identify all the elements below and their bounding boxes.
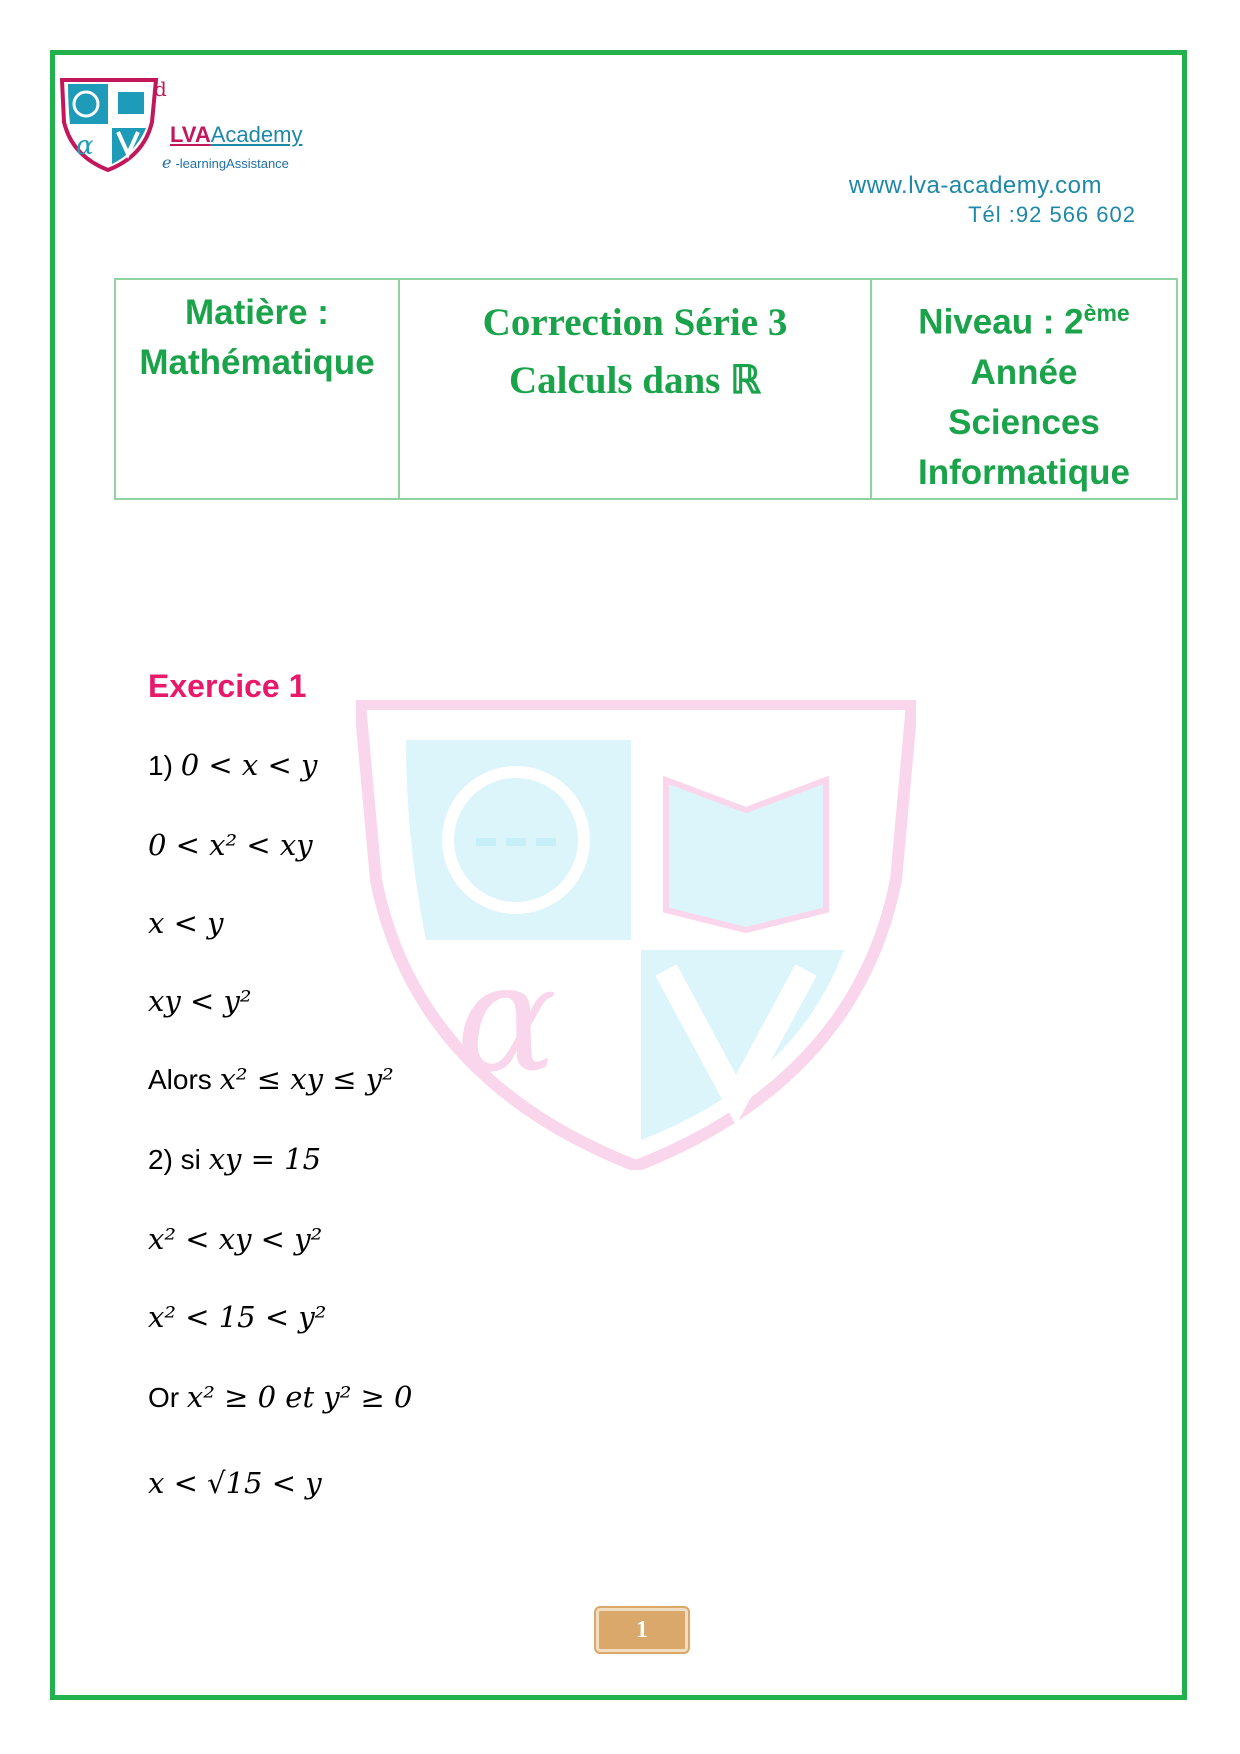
math-expression: xy < y² [148, 984, 252, 1018]
math-expression: x² ≥ 0 et y² ≥ 0 [186, 1380, 413, 1414]
level-cell [871, 279, 1177, 499]
svg-text:d: d [154, 77, 167, 101]
brand-name [170, 122, 302, 148]
exercise-line [148, 1222, 322, 1256]
exercise-line [148, 828, 313, 862]
math-expression: x² ≤ xy ≤ y² [219, 1062, 394, 1096]
level-line-4: Informatique [918, 452, 1130, 492]
info-table [114, 278, 1178, 500]
subject-label: Matière : [185, 293, 329, 332]
line-prefix: 2) si [148, 1144, 209, 1175]
level-line-3: Sciences [948, 402, 1100, 442]
exercise-line [148, 1380, 413, 1414]
line-prefix: Alors [148, 1064, 220, 1095]
math-expression: x² < 15 < y² [148, 1300, 327, 1334]
exercise-line [148, 748, 317, 782]
math-expression: x² < xy < y² [148, 1222, 323, 1256]
level-prefix: Niveau : 2 [918, 302, 1084, 342]
lva-academy-logo [56, 74, 176, 174]
svg-text:α: α [456, 932, 558, 1106]
brand-academy: Academy [210, 122, 303, 147]
document-title: Correction Série 3 [482, 301, 788, 344]
level-line-1 [872, 288, 1176, 348]
math-expression: x < √15 < y [148, 1466, 322, 1500]
exercise-line [148, 1142, 321, 1176]
website-link[interactable]: www.lva-academy.com [848, 172, 1102, 199]
exercise-line [148, 1300, 326, 1334]
exercise-line [148, 906, 223, 940]
level-line-2: Année [970, 352, 1078, 392]
level-sup: ème [1083, 300, 1130, 326]
math-expression: 0 < x < y [180, 748, 318, 782]
exercise-line [148, 1062, 394, 1096]
document-subtitle: Calculs dans ℝ [509, 359, 761, 402]
exercise-title: Exercice 1 [148, 668, 307, 704]
phone-number: Tél :92 566 602 [968, 202, 1136, 227]
tagline-e: e [162, 153, 172, 172]
subject-value: Mathématique [139, 343, 375, 382]
brand-tagline [162, 153, 289, 172]
line-prefix: 1) [148, 750, 181, 781]
subject-cell [115, 279, 399, 499]
math-expression: 0 < x² < xy [148, 828, 313, 862]
math-expression: xy = 15 [208, 1142, 322, 1176]
math-expression: x < y [148, 906, 224, 940]
title-cell [399, 279, 871, 499]
line-prefix: Or [148, 1382, 187, 1413]
tagline-text: -learningAssistance [175, 156, 289, 171]
watermark-logo [356, 700, 916, 1170]
exercise-line [148, 984, 251, 1018]
brand-lva: LVA [170, 122, 211, 147]
exercise-line [148, 1466, 322, 1500]
page-number: 1 [596, 1608, 688, 1652]
svg-text:α: α [76, 131, 94, 161]
